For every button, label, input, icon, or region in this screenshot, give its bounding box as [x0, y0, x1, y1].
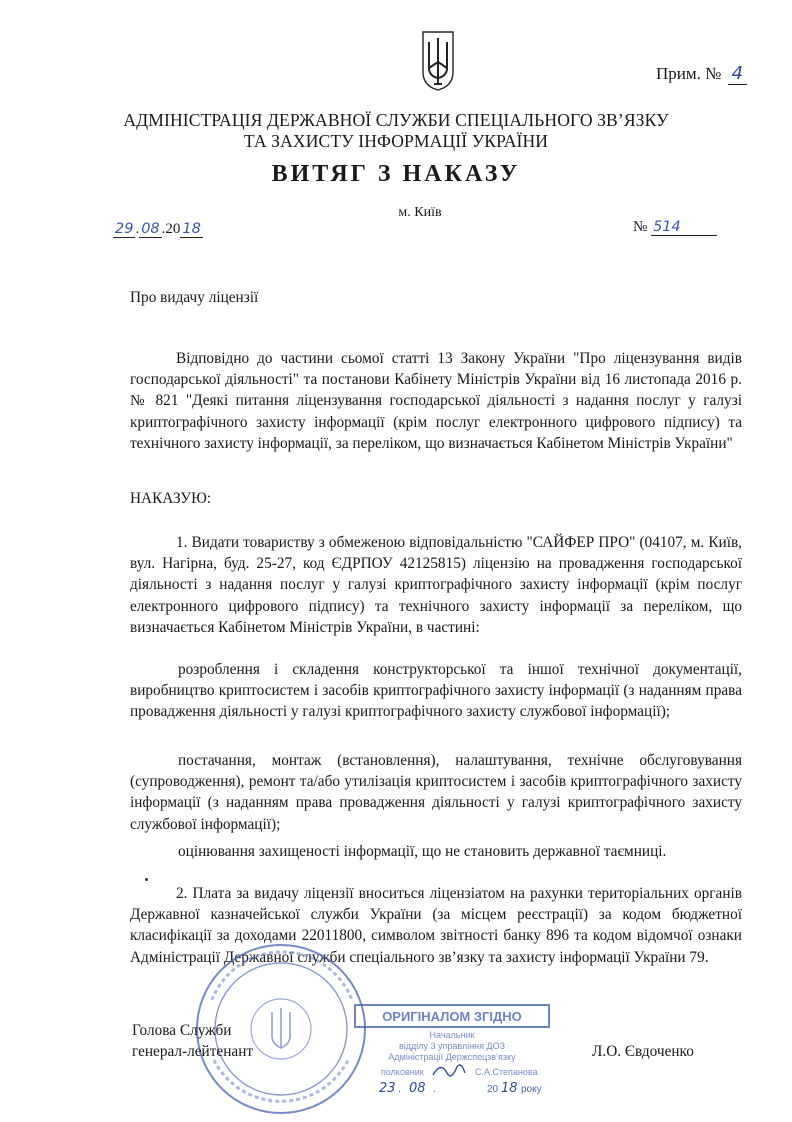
organization-name-line2: ТА ЗАХИСТУ ІНФОРМАЦІЇ УКРАЇНИ — [243, 131, 549, 151]
stamp-date-day: 23 — [379, 1081, 396, 1096]
order-word: НАКАЗУЮ: — [130, 490, 212, 507]
stamp-line1: Начальник — [429, 1030, 475, 1040]
stamp-heading: ОРИГІНАЛОМ ЗГІДНО — [382, 1009, 522, 1024]
signatory-title: Голова Служби — [132, 1022, 232, 1039]
attachment-handwritten-number: 4 — [728, 63, 747, 85]
date-year-suffix: 18 — [182, 221, 201, 237]
stamp-rank: полковник — [381, 1067, 424, 1077]
stray-dot — [145, 878, 148, 881]
date-day: 29 — [115, 221, 134, 237]
stamp-line3: Адміністрації Держспецзв’язку — [388, 1052, 516, 1062]
order-item-1-subitem-1: розроблення і складення конструкторської та іншої технічної документації, виробництво криптосистем і засобів криптографічного захисту інформації (з наданням права провадження діяльності у галузі криптографічного захисту службової інформації); — [130, 661, 742, 721]
order-item-1-subitem-2: постачання, монтаж (встановлення), налаштування, технічне обслуговування (супроводження), ремонт та/або утилізація криптосистем і засобів криптографічного захисту інформації (з наданням права провадження діяльності у галузі криптографічного захисту службової інформації); — [130, 752, 742, 833]
order-number-value: 514 — [651, 219, 717, 236]
city: м. Київ — [398, 205, 442, 220]
certification-stamp — [353, 1003, 551, 1099]
stamp-line2: відділу 3 управління ДОЗ — [398, 1041, 506, 1051]
order-subject: Про видачу ліцензії — [130, 289, 259, 306]
coat-of-arms-trident-icon — [420, 28, 456, 92]
order-item-1: 1. Видати товариству з обмеженою відповідальністю "САЙФЕР ПРО" (04107, м. Київ, вул. Нагірна, буд. 25-27, код ЄДРПОУ 42125815) ліцензію на провадження господарської діяльності з надання послуг у галузі криптографічного захисту інформації (крім послуг електронного цифрового підпису) та технічного захисту інформації за переліком, що визначається Кабінетом Міністрів України, в частині: — [130, 534, 742, 636]
stamp-date-sep2: . — [433, 1083, 437, 1095]
stamp-date-month: 08 — [409, 1081, 426, 1096]
signatory-name: Л.О. Євдоченко — [592, 1043, 694, 1060]
order-number-label: № — [633, 219, 648, 235]
stamp-officer-name: С.А.Степанова — [475, 1067, 538, 1077]
preamble-paragraph: Відповідно до частини сьомої статті 13 Закону України "Про ліцензування видів господарської діяльності" та постанови Кабінету Міністрів України від 16 листопада 2016 р. № 821 "Деякі питання ліцензування господарської діяльності з надання послуг у галузі криптографічного захисту інформації (крім послуг електронного цифрового підпису) та технічного захисту інформації, за переліком, що визначається Кабінетом Міністрів України" — [130, 350, 742, 452]
signatory-rank: генерал-лейтенант — [132, 1043, 254, 1060]
document-title: ВИТЯГ З НАКАЗУ — [271, 161, 521, 187]
order-date: 29 . 08 .20 18 — [115, 221, 201, 237]
date-month: 08 — [141, 221, 160, 237]
attachment-label: Прим. № — [656, 64, 722, 83]
order-item-1-subitem-3: оцінювання захищеності інформації, що не становить державної таємниці. — [178, 843, 667, 860]
attachment-number — [656, 63, 747, 85]
date-year-prefix: 20 — [165, 221, 181, 237]
organization-name-line1: АДМІНІСТРАЦІЯ ДЕРЖАВНОЇ СЛУЖБИ СПЕЦІАЛЬНОГО ЗВ’ЯЗКУ — [123, 110, 669, 130]
stamp-date-year-prefix: 20 — [487, 1084, 499, 1095]
stamp-date-suffix: року — [521, 1084, 542, 1095]
order-item-2: 2. Плата за видачу ліцензії вноситься ліцензіатом на рахунки територіальних органів Державної казначейської служби України (за місцем реєстрації) за кодом бюджетної класифікації за доходами 22011800, символом звітності банку 896 та кодом відомчої ознаки Адміністрації Державної служби спеціального зв’язку та захисту інформації України 79. — [130, 885, 742, 966]
order-number — [633, 219, 717, 236]
stamp-date-year-suffix: 18 — [501, 1081, 518, 1096]
stamp-signature — [433, 1065, 465, 1076]
stamp-date-sep1: . — [398, 1083, 402, 1095]
